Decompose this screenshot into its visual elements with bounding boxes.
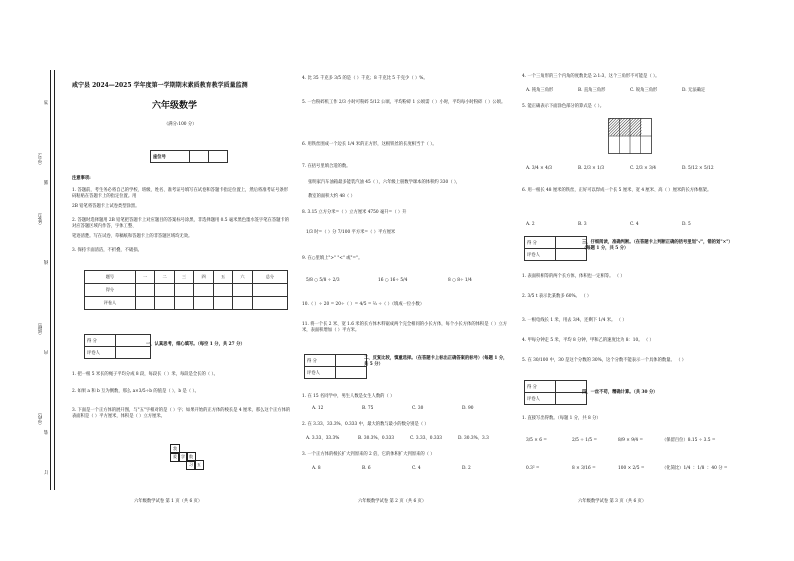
cube-net [170, 444, 210, 484]
page-footer: 六年级数学试卷 第 3 页（共 6 页） [578, 499, 647, 504]
option[interactable]: B. 6 [362, 466, 371, 471]
score-label: 得 分 [525, 381, 556, 393]
s2-question-1: 1. 在 15 名同学中，男生人数是女生人数的（ ） [302, 394, 395, 399]
binding-mark: 题 [44, 180, 49, 185]
seat-number-box [150, 150, 228, 163]
notice-line: 2. 答题时选择题用 2B 铅笔把答题卡上对应题目的答案标号涂黑，非选择题用 0.5 毫米黑色墨水签字笔在答题卡的对应答题区域内作答，字体工整、 [72, 218, 290, 229]
notices [72, 188, 292, 254]
question-2: 2. 如果 a 和 b 互为倒数，那么 a×3/5÷b 的值是（ ），b 是（ ）。 [72, 389, 199, 394]
s2-question-2: 2. 在 3.33、33.3%、0.333 中，最大的数与最小的数分别是（ ） [302, 422, 429, 427]
option[interactable]: C. 4 [630, 222, 639, 227]
option[interactable]: A. 3.33、33.3% [306, 436, 340, 441]
binding-label-name: （姓名） [38, 210, 43, 228]
q9-item: 5/8 ○ 5/8 ÷ 2/3 [306, 278, 340, 283]
question-10: 10.（ ）÷ 20 = 20÷（ ）= 4/5 = ⅔ ÷（ ）（填成一位小数） [302, 302, 425, 307]
option[interactable]: A. 2 [526, 222, 535, 227]
section2-score-box [304, 354, 367, 379]
score-cell[interactable] [155, 297, 174, 310]
option[interactable]: B. 75 [362, 406, 374, 411]
option[interactable]: C. 30 [412, 406, 424, 411]
score-label: 得 分 [305, 355, 336, 367]
calc-item: 8 × 3/16 = [572, 466, 596, 471]
s2-question-3: 3. 一个正方体的棱长扩大到原来的 2 倍，它的体积扩大到原来的（ ） [302, 452, 435, 457]
score-label: 得 分 [85, 335, 116, 347]
subject-title: 六年级数学 [152, 101, 198, 111]
net-cell: 爱 [170, 452, 180, 462]
q9-item: 16 ○ 16÷ 5/4 [378, 278, 408, 283]
score-cell[interactable] [233, 284, 252, 297]
question-8: 8. 3.15 立方分米=（ ）立方厘米 4750 毫升=（ ）升 [302, 210, 407, 215]
reviewer-cell[interactable] [116, 347, 151, 359]
calc-item: 3/5 × 6 = [526, 438, 547, 443]
question-8b: 1/3 时=（ ）分 7/100 平方米=（ ）平方厘米 [306, 230, 396, 235]
calc-item: （化简比）1/4 ∶ 1/8 ∶ 40 分 = [662, 466, 728, 471]
seat-label: 座位号 [151, 151, 190, 163]
notice-title: 注意事项: [72, 176, 91, 181]
section3-score-box [524, 236, 587, 261]
option[interactable]: A. 3/4 × 4/3 [526, 166, 552, 171]
seat-cell[interactable] [190, 151, 209, 163]
score-header: 三 [174, 271, 193, 284]
reviewer-label: 评卷人 [525, 393, 556, 405]
option[interactable]: D. 2 [462, 466, 471, 471]
calc-item: 0.3² = [526, 466, 540, 471]
score-header: 总分 [252, 271, 287, 284]
net-cell: 数 [186, 452, 196, 462]
score-cell[interactable] [135, 297, 154, 310]
full-score: （满分:100 分） [164, 122, 197, 127]
score-row-label: 评卷人 [85, 297, 136, 310]
score-cell[interactable] [135, 284, 154, 297]
question-5: 5. 一台粉碎机工作 2/3 小时可粉碎 5/12 公顷。平均粉碎 1 公顷需（ ）小时，平均每小时粉碎（ ）公顷。 [302, 100, 506, 105]
binding-label-class: （班级） [38, 320, 43, 338]
option[interactable]: D. 无法确定 [682, 88, 706, 93]
score-cell[interactable] [252, 297, 287, 310]
question-7: 7. 在括号里填合适的数。 [302, 164, 351, 169]
score-cell[interactable] [194, 284, 213, 297]
score-cell[interactable] [233, 297, 252, 310]
option[interactable]: C. 3.33、0.333 [410, 436, 443, 441]
score-header: 二 [155, 271, 174, 284]
page-3 [522, 0, 736, 561]
binding-mark: 答 [44, 100, 49, 105]
option[interactable]: A. 钝角三角形 [526, 88, 554, 93]
option[interactable]: A. 12 [312, 406, 324, 411]
section4-title: 四、一丝不苟，精确计算。（共 30 分） [582, 390, 658, 395]
question-11: 11. 将一个长 2 米、宽 1.6 米的长方体木料锯成两个完全相同的小长方体，每个小长方体的体积是（ ）立方米，表面积增加（ ）平方米。 [302, 322, 508, 333]
net-cell: 五 [194, 460, 204, 470]
option[interactable]: C. 锐角三角形 [630, 88, 658, 93]
score-cell[interactable] [213, 284, 232, 297]
option[interactable]: B. 2/3 × 1/3 [578, 166, 605, 171]
binding-mark: 订 [44, 470, 49, 475]
binding-mark: 装 [44, 430, 49, 435]
question-1: 1. 把一根 5 米长的绳子平均分成 8 段，每段长（ ）米，每段是全长的（ ）。 [72, 372, 218, 377]
question-7-text: 张明家汽车油箱最多能装汽油 45（ ），六年级上册数学课本的体积约 330（ ）， [308, 180, 461, 185]
option[interactable]: D. 5/12 × 5/12 [682, 166, 714, 171]
reviewer-label: 评卷人 [305, 367, 336, 379]
question-4: 4. 比 35 千克多 3/5 的是（ ）千克；8 千克比 5 千克少（ ）%。 [302, 76, 428, 81]
p3-question-6: 6. 用一根长 48 厘米的铁丝，正好可以焊成一个长 5 厘米、宽 4 厘米、高（ ）厘米的长方体框架。 [522, 188, 712, 193]
binding-mark: 内 [44, 350, 49, 355]
option[interactable]: B. 直角三角形 [578, 88, 606, 93]
calc-item: （保留百位）8.15 ÷ 3.5 = [662, 438, 716, 443]
judgement-4: 4. 甲每分钟走 5 米，平均 8 分钟，甲和乙的速度比为 8：10。 （ ） [522, 338, 654, 343]
section4-score-box [524, 380, 587, 405]
question-9: 9. 在○里填上">" "<" 或"="。 [302, 256, 363, 261]
score-header: 四 [194, 271, 213, 284]
option[interactable]: B. 30.3%、0.333 [358, 436, 395, 441]
option[interactable]: A. 8 [312, 466, 321, 471]
judgement-1: 1. 表面积相等的两个长方体，体积也一定相等。 （ ） [522, 274, 625, 279]
score-cell[interactable] [213, 297, 232, 310]
score-cell[interactable] [252, 284, 287, 297]
section1-title: 一、认真思考，细心填写。（每空 1 分，共 27 分） [146, 342, 245, 347]
score-header: 题号 [85, 271, 136, 284]
net-cell: 我 [170, 444, 180, 454]
score-header: 一 [135, 271, 154, 284]
exam-header: 咸宁县 2024—2025 学年度第一学期期末素质教育教学质量监测 [72, 82, 248, 89]
reviewer-cell[interactable] [336, 367, 367, 379]
seat-cell[interactable] [209, 151, 228, 163]
score-cell[interactable] [194, 297, 213, 310]
score-label: 得 分 [525, 237, 556, 249]
binding-label-id: （学号） [38, 150, 43, 168]
question-6: 6. 用铁丝围成一个边长 1/4 米的正方形，这根铁丝的长度相当于（ ）。 [302, 142, 437, 147]
calc-item: 8/9 × 9/4 = [618, 438, 644, 443]
notice-line: 3. 保持卡面清洁，不折叠，不破损。 [72, 248, 142, 253]
reviewer-label: 评卷人 [525, 249, 556, 261]
question-7-text2: 教室的面积大约 48（ ） [308, 194, 355, 199]
option[interactable]: C. 2/3 × 3/4 [630, 166, 657, 171]
section1-score-box [84, 334, 151, 359]
calc-title: 1. 直接写出得数。（每题 1 分，共 8 分） [522, 416, 601, 421]
section3-title: 三、仔细阅读，准确判断。（在答题卡上判断正确的括号里划"√"，错的划"×"）（每题 1 分，共 5 分） [582, 240, 733, 251]
notice-line: 1. 答题前，考生务必将自己的学校、班级、姓名、准考证号填写在试卷和答题卡指定位置上，然后将准考证号条形码粘贴在答题卡上的指定位置。用 [72, 188, 289, 199]
judgement-5: 5. 在 30/100 中，30 是这个分数的 30%，这个分数不能表示一个具体的数量。 （ ） [522, 358, 687, 363]
judgement-3: 3. 一根电线长 1 米，用去 3/4，还剩下 1/4 米。 （ ） [522, 318, 627, 323]
reviewer-label: 评卷人 [85, 347, 116, 359]
score-cell[interactable] [174, 297, 193, 310]
score-header: 六 [233, 271, 252, 284]
binding-mark: 线 [44, 260, 49, 265]
option[interactable]: D. 5 [682, 222, 691, 227]
option[interactable]: D. 30.3%、3.3 [458, 436, 489, 441]
score-cell[interactable] [155, 284, 174, 297]
option[interactable]: B. 3 [578, 222, 587, 227]
net-cell: 学 [178, 452, 188, 462]
shaded-region [609, 119, 642, 136]
net-cell: 习 [186, 460, 196, 470]
option[interactable]: C. 4 [412, 466, 421, 471]
section2-title: 二、反复比较，慎重选择。（在答题卡上标出正确答案的标号）（每题 1 分，共 5 分） [364, 356, 508, 367]
question-3: 3. 下面是一个正方体的展开图，与"五"字相对的是（ ）字；如果开始的正方体的棱长是 4 厘米，那么这个正方体的表面积是（ ）平方厘米，体积是（ ）立方厘米。 [72, 408, 291, 419]
calc-item: 100 × 2/5 = [618, 466, 645, 471]
q9-item: 8 ○ 8÷ 1/4 [448, 278, 472, 283]
score-cell[interactable] [174, 284, 193, 297]
score-cell[interactable] [336, 355, 367, 367]
page-footer: 六年级数学试卷 第 2 页（共 6 页） [358, 499, 427, 504]
calc-item: 2/5 ÷ 1/5 = [572, 438, 598, 443]
notice-line: 2B 铅笔将答题卡上试卷类型涂黑。 [72, 204, 140, 209]
page-1 [72, 0, 292, 561]
judgement-2: 2. 3/5 t 表示比某数多 60%。 （ ） [522, 294, 592, 299]
p3-question-4: 4. 一个三角形的三个内角的度数比是 2:1:3，这个三角形不可能是（ ）。 [522, 74, 660, 79]
shaded-grid-figure [608, 118, 652, 154]
option[interactable]: D. 90 [462, 406, 474, 411]
page-footer: 六年级数学试卷 第 1 页（共 6 页） [134, 499, 203, 504]
binding-label-school: （学校） [38, 410, 43, 428]
notice-line: 笔迹清楚。写在试卷、草稿纸和答题卡上的非答题区域均无效。 [72, 234, 193, 239]
p3-question-5: 5. 能正确表示下面涂色部分的算式是（ ）。 [522, 104, 605, 109]
score-table [84, 270, 288, 310]
score-header: 五 [213, 271, 232, 284]
binding-strip [18, 70, 58, 490]
page-2 [302, 0, 512, 561]
score-row-label: 得分 [85, 284, 136, 297]
